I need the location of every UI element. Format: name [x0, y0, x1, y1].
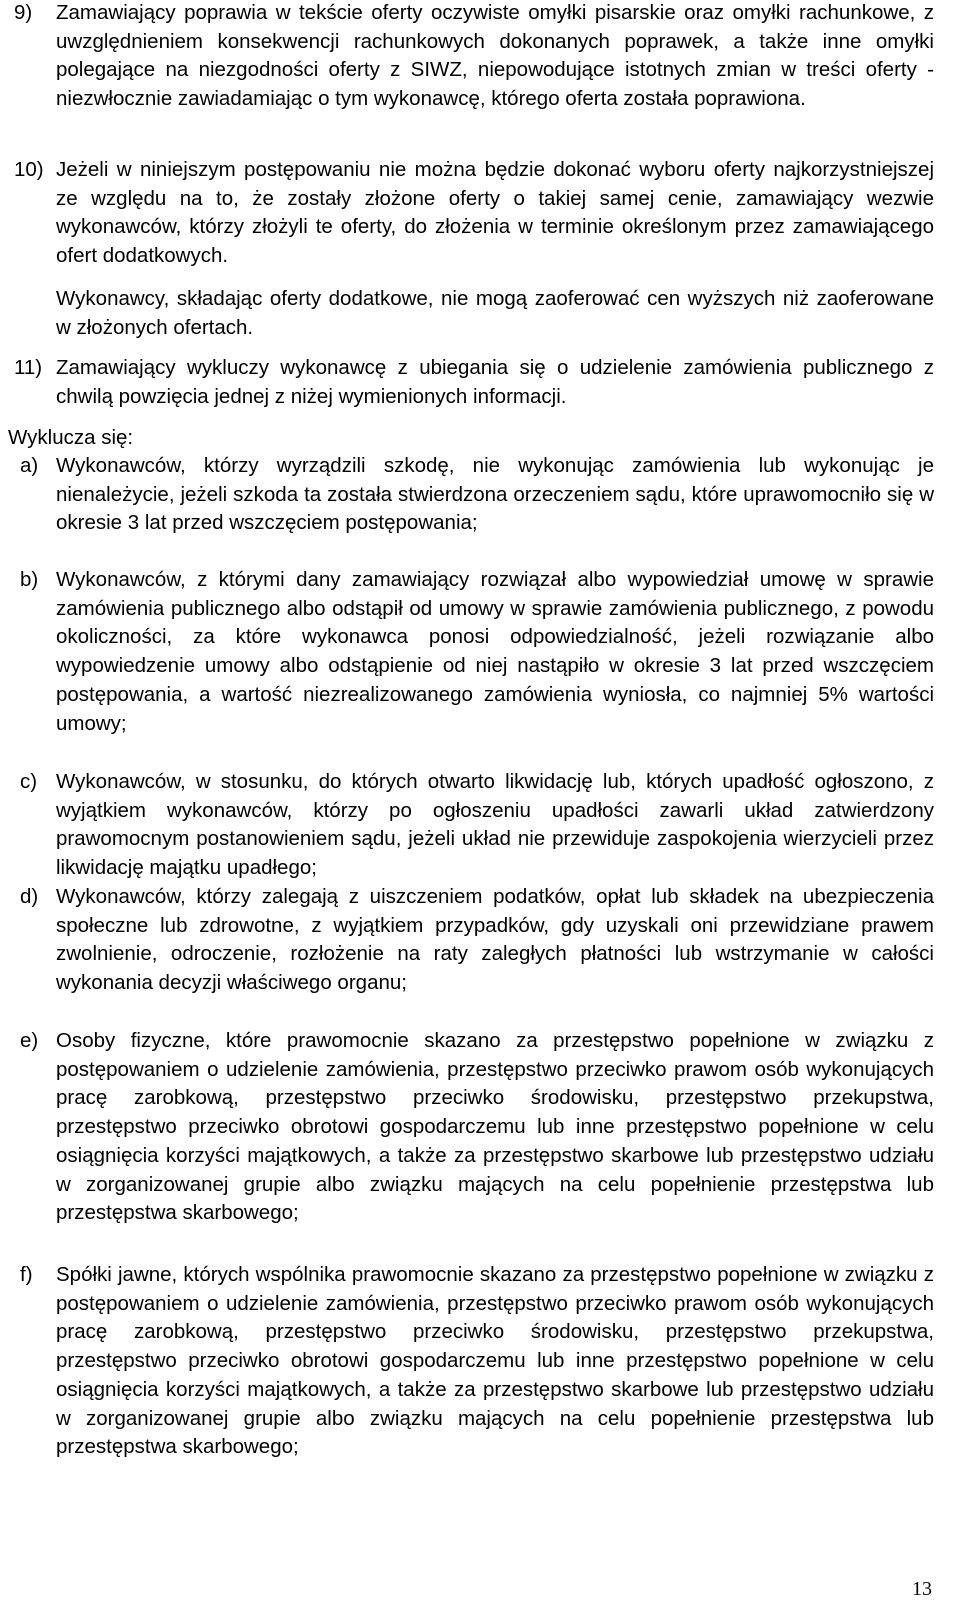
page-number: 13	[912, 1578, 932, 1600]
item-letter: a)	[20, 454, 39, 477]
item-text: Wykonawców, z którymi dany zamawiający rozwiązał albo wypowiedział umowę w sprawie zamówienia publicznego albo odstąpił od umowy w sprawie zamówienia publicznego, z powodu okoliczności, za które wykonawca ponosi odpowiedzialność, jeżeli rozwiązanie albo wypowiedzenie umowy albo odstąpienie od niej nastąpiło w okresie 3 lat przed wszczęciem postępowania, a wartość niezrealizowanego zamówienia wyniosła, co najmniej 5% wartości umowy;	[56, 568, 934, 735]
point-number: 11)	[14, 356, 43, 379]
exclusion-item-b	[20, 566, 934, 738]
point-10	[14, 156, 934, 271]
exclusion-item-e	[20, 1027, 934, 1228]
point-text: Jeżeli w niniejszym postępowaniu nie można będzie dokonać wyboru oferty najkorzystniejszej ze względu na to, że zostały złożone oferty o takiej samej cenie, zamawiający wezwie wykonawców, którzy złożyli te oferty, do złożenia w terminie określonym przez zamawiającego ofert dodatkowych.	[56, 158, 934, 268]
point-9	[14, 0, 934, 114]
point-text: Zamawiający poprawia w tekście oferty oczywiste omyłki pisarskie oraz omyłki rachunkowe, z uwzględnieniem konsekwencji rachunkowych dokonanych poprawek, a także inne omyłki polegające na niezgodności oferty z SIWZ, niepowodujące istotnych zmian w treści oferty - niezwłocznie zawiadamiając o tym wykonawcę, którego oferta została poprawiona.	[56, 1, 934, 111]
point-text: Zamawiający wykluczy wykonawcę z ubiegania się o udzielenie zamówienia publicznego z chwilą powzięcia jednej z niżej wymienionych informacji.	[56, 356, 934, 408]
point-11	[14, 354, 934, 411]
point-number: 10)	[14, 158, 44, 181]
point-10-continuation: Wykonawcy, składając oferty dodatkowe, nie mogą zaoferować cen wyższych niż zaoferowane w złożonych ofertach.	[56, 287, 934, 339]
item-letter: f)	[20, 1263, 33, 1286]
item-letter: b)	[20, 568, 39, 591]
exclusion-label: Wyklucza się:	[8, 426, 134, 449]
item-letter: d)	[20, 885, 39, 908]
exclusion-item-c	[20, 768, 934, 883]
item-text: Spółki jawne, których wspólnika prawomocnie skazano za przestępstwo popełnione w związku z postępowaniem o udzielenie zamówienia, przestępstwo przeciwko prawom osób wykonujących pracę zarobkową, przestępstwo przeciwko środowisku, przestępstwo przekupstwa, przestępstwo przeciwko obrotowi gospodarczemu lub inne przestępstwo popełnione w celu osiągnięcia korzyści majątkowych, a także za przestępstwo skarbowe lub przestępstwo udziału w zorganizowanej grupie albo związku mających na celu popełnienie przestępstwa lub przestępstwa skarbowego;	[56, 1263, 934, 1459]
exclusion-item-a	[20, 452, 934, 538]
item-letter: e)	[20, 1029, 39, 1052]
item-letter: c)	[20, 770, 38, 793]
item-text: Osoby fizyczne, które prawomocnie skazano za przestępstwo popełnione w związku z postępowaniem o udzielenie zamówienia, przestępstwo przeciwko prawom osób wykonujących pracę zarobkową, przestępstwo przeciwko środowisku, przestępstwo przekupstwa, przestępstwo przeciwko obrotowi gospodarczemu lub inne przestępstwo popełnione w celu osiągnięcia korzyści majątkowych, a także za przestępstwo skarbowe lub przestępstwo udziału w zorganizowanej grupie albo związku mających na celu popełnienie przestępstwa lub przestępstwa skarbowego;	[56, 1029, 934, 1225]
item-text: Wykonawców, którzy wyrządzili szkodę, nie wykonując zamówienia lub wykonując je nienależycie, jeżeli szkoda ta została stwierdzona orzeczeniem sądu, które uprawomocniło się w okresie 3 lat przed wszczęciem postępowania;	[56, 454, 934, 535]
point-number: 9)	[14, 1, 33, 24]
item-text: Wykonawców, w stosunku, do których otwarto likwidację lub, których upadłość ogłoszono, z wyjątkiem wykonawców, którzy po ogłoszeniu upadłości zawarli układ zatwierdzony prawomocnym postanowieniem sądu, jeżeli układ nie przewiduje zaspokojenia wierzycieli przez likwidację majątku upadłego;	[56, 770, 934, 880]
item-text: Wykonawców, którzy zalegają z uiszczeniem podatków, opłat lub składek na ubezpieczenia społeczne lub zdrowotne, z wyjątkiem przypadków, gdy uzyskali oni przewidziane prawem zwolnienie, odroczenie, rozłożenie na raty zaległych płatności lub wstrzymanie w całości wykonania decyzji właściwego organu;	[56, 885, 934, 995]
exclusion-item-d	[20, 883, 934, 998]
exclusion-item-f	[20, 1261, 934, 1462]
